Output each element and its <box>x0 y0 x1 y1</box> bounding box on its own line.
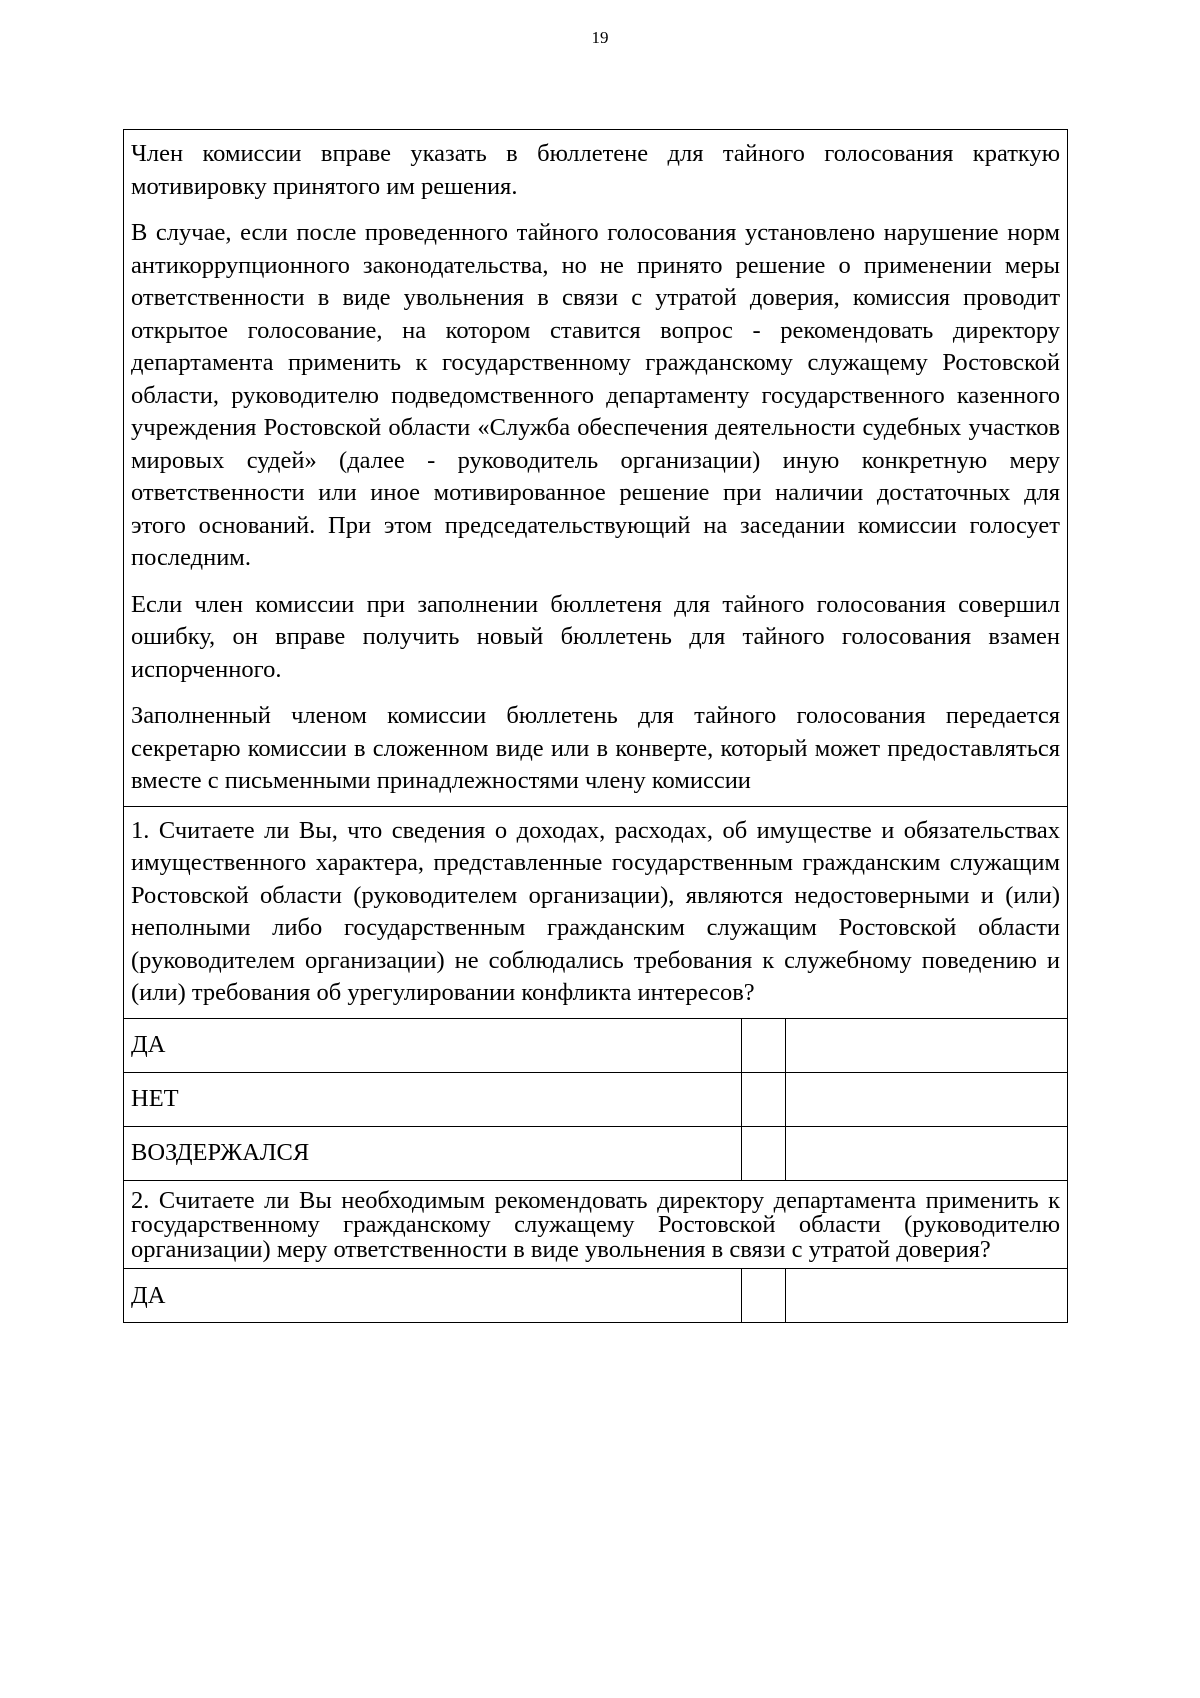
q1-option-row-no <box>124 1072 1068 1126</box>
question-1-row <box>124 806 1068 1018</box>
q1-option-yes-blank <box>786 1018 1068 1072</box>
ballot-table <box>123 129 1068 1323</box>
q1-option-row-abstain <box>124 1126 1068 1180</box>
q2-option-yes-blank <box>786 1269 1068 1323</box>
intro-row <box>124 130 1068 807</box>
q1-option-yes-mark-box[interactable] <box>742 1018 786 1072</box>
question-1-text: 1. Считаете ли Вы, что сведения о доходах, расходах, об имуществе и обязательствах имущественного характера, представленные государственным гражданским служащим Ростовской области (руководителем организации), являются недостоверными и (или) неполными либо государственным гражданским служащим Ростовской области (руководителем организации) не соблюдались требования к служебному поведению и (или) требования об урегулировании конфликта интересов? <box>131 816 1061 1006</box>
q2-option-yes-mark-box[interactable] <box>742 1269 786 1323</box>
q1-option-abstain-label: ВОЗДЕРЖАЛСЯ <box>124 1126 742 1180</box>
intro-cell <box>124 130 1068 807</box>
intro-paragraph-3: Если член комиссии при заполнении бюллетеня для тайного голосования совершил ошибку, он вправе получить новый бюллетень для тайного голосования взамен испорченного. <box>131 590 1061 683</box>
intro-paragraph-2: В случае, если после проведенного тайного голосования установлено нарушение норм антикоррупционного законодательства, но не принято решение о применении меры ответственности в виде увольнения в связи с утратой доверия, комиссия проводит открытое голосование, на котором ставится вопрос - рекомендовать директору департамента применить к государственному гражданскому служащему Ростовской области, руководителю подведомственного департаменту государственного казенного учреждения Ростовской области «Служба обеспечения деятельности судебных участков мировых судей» (далее - руководитель организации) иную конкретную меру ответственности или иное мотивированное решение при наличии достаточных для этого оснований. При этом председательствующий на заседании комиссии голосует последним. <box>131 219 1061 571</box>
q1-option-yes-label: ДА <box>124 1018 742 1072</box>
q1-option-no-label: НЕТ <box>124 1072 742 1126</box>
page-number: 19 <box>591 28 609 47</box>
intro-paragraph-1: Член комиссии вправе указать в бюллетене для тайного голосования краткую мотивировку принятого им решения. <box>131 140 1061 200</box>
q1-option-no-blank <box>786 1072 1068 1126</box>
question-2-cell <box>124 1180 1068 1269</box>
q1-option-row-yes <box>124 1018 1068 1072</box>
question-2-row <box>124 1180 1068 1269</box>
q2-option-yes-label: ДА <box>124 1269 742 1323</box>
q1-option-abstain-mark-box[interactable] <box>742 1126 786 1180</box>
question-2-text: 2. Считаете ли Вы необходимым рекомендовать директору департамента применить к государственному гражданскому служащему Ростовской области (руководителю организации) меру ответственности в виде увольнения в связи с утратой доверия? <box>131 1186 1061 1263</box>
q1-option-no-mark-box[interactable] <box>742 1072 786 1126</box>
intro-paragraph-4: Заполненный членом комиссии бюллетень для тайного голосования передается секретарю комиссии в сложенном виде или в конверте, который может предоставляться вместе с письменными принадлежностями члену комиссии <box>131 702 1061 794</box>
q1-option-abstain-blank <box>786 1126 1068 1180</box>
question-1-cell <box>124 806 1068 1018</box>
q2-option-row-yes <box>124 1269 1068 1323</box>
